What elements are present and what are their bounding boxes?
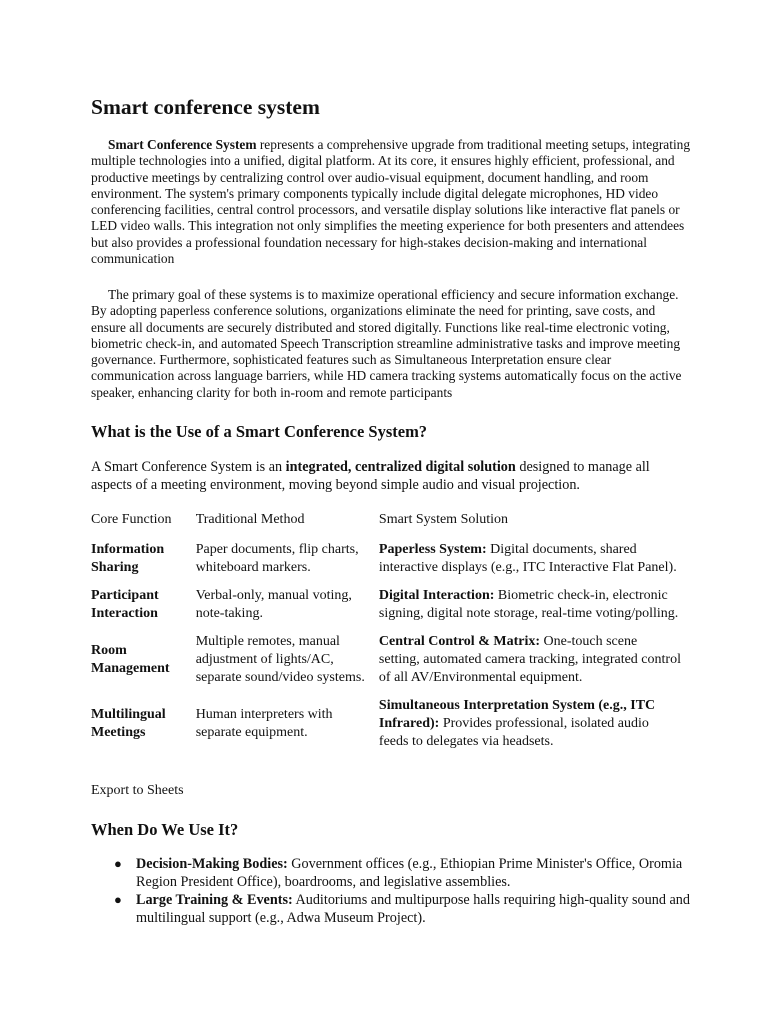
bullet-icon: ● [114,892,122,907]
list-item-text: Auditoriums and multipurpose halls requiring high-quality sound and multilingual support (e.g., Adwa Museum Project). [136,892,690,926]
row-smart-rest: Biometric check-in, electronic signing, digital note storage, real-time voting/polling. [378,588,679,621]
list-item [114,855,691,891]
row-traditional: Human interpreters with separate equipment. [195,707,333,740]
header-smart-solution: Smart System Solution [378,512,509,527]
goal-paragraph: The primary goal of these systems is to maximize operational efficiency and secure information exchange. By adopting paperless conference solutions, organizations eliminate the need for printing, save costs, and ensure all documents are securely distributed and stored digitally. Functions like real-time electronic voting, biometric check-in, and automated Speech Transcription streamline administrative tasks and improve meeting governance. Furthermore, sophisticated features such as Simultaneous Interpretation ensure clear communication across language barriers, while HD camera tracking systems automatically focus on the active speaker, enhancing clarity for both in-room and remote participants [91,287,682,400]
table-row [88,692,684,756]
use-intro-after: designed to manage all aspects of a meeting environment, moving beyond simple audio and visual projection. [91,459,650,493]
list-item [114,891,691,927]
when-heading: When Do We Use It? [91,820,239,839]
use-intro-before: A Smart Conference System is an [91,459,286,475]
row-smart-bold: Central Control & Matrix: [378,634,540,649]
list-item-text: Government offices (e.g., Ethiopian Prime Minister's Office, Oromia Region President Office), boardrooms, and legislative assemblies. [136,856,683,890]
row-function: Information Sharing [91,542,165,575]
use-intro [91,458,691,494]
table-row [88,536,684,582]
row-function: Participant Interaction [91,588,159,621]
row-smart-rest: Provides professional, isolated audio feeds to delegates via headsets. [378,716,649,749]
row-smart [376,692,684,756]
row-smart-bold: Simultaneous Interpretation System (e.g., ITC Infrared): [378,698,656,731]
intro-paragraph [91,137,693,267]
header-core-function: Core Function [91,512,172,527]
row-smart [376,628,684,692]
export-to-sheets-link[interactable]: Export to Sheets [91,783,184,798]
row-function: Multilingual Meetings [91,707,166,740]
row-smart [376,536,684,582]
intro-body: represents a comprehensive upgrade from traditional meeting setups, integrating multiple technologies into a unified, digital platform. At its core, it ensures highly efficient, professional, and productive meetings by centralizing control over audio-visual equipment, document handling, and room environment. The system's primary components typically include digital delegate microphones, HD video conferencing facilities, central control processors, and versatile display solutions like interactive flat panels or LED video walls. This integration not only simplifies the meeting experience for both presenters and attendees but also provides a professional foundation necessary for high-stakes decision-making and international communication [91,137,691,267]
list-item-bold: Decision-Making Bodies: [136,856,288,872]
row-traditional: Multiple remotes, manual adjustment of lights/AC, separate sound/video systems. [195,634,365,685]
row-traditional: Verbal-only, manual voting, note-taking. [195,588,352,621]
row-smart-bold: Digital Interaction: [378,588,495,603]
page-title: Smart conference system [91,95,320,119]
row-smart-rest: Digital documents, shared interactive displays (e.g., ITC Interactive Flat Panel). [378,542,677,575]
intro-lead: Smart Conference System [108,137,257,152]
comparison-table [88,509,684,756]
usage-list [91,855,691,927]
table-header-row [88,509,684,536]
list-item-bold: Large Training & Events: [136,892,293,908]
row-function: Room Management [91,643,170,676]
row-traditional: Paper documents, flip charts, whiteboard markers. [195,542,359,575]
table-row [88,582,684,628]
use-intro-bold: integrated, centralized digital solution [285,459,516,475]
bullet-icon: ● [114,856,122,871]
row-smart [376,582,684,628]
table-row [88,628,684,692]
row-smart-rest: One-touch scene setting, automated camera tracking, integrated control of all AV/Environmental equipment. [378,634,681,685]
row-smart-bold: Paperless System: [378,542,487,557]
header-traditional-method: Traditional Method [195,512,305,527]
use-heading: What is the Use of a Smart Conference System? [91,422,428,441]
